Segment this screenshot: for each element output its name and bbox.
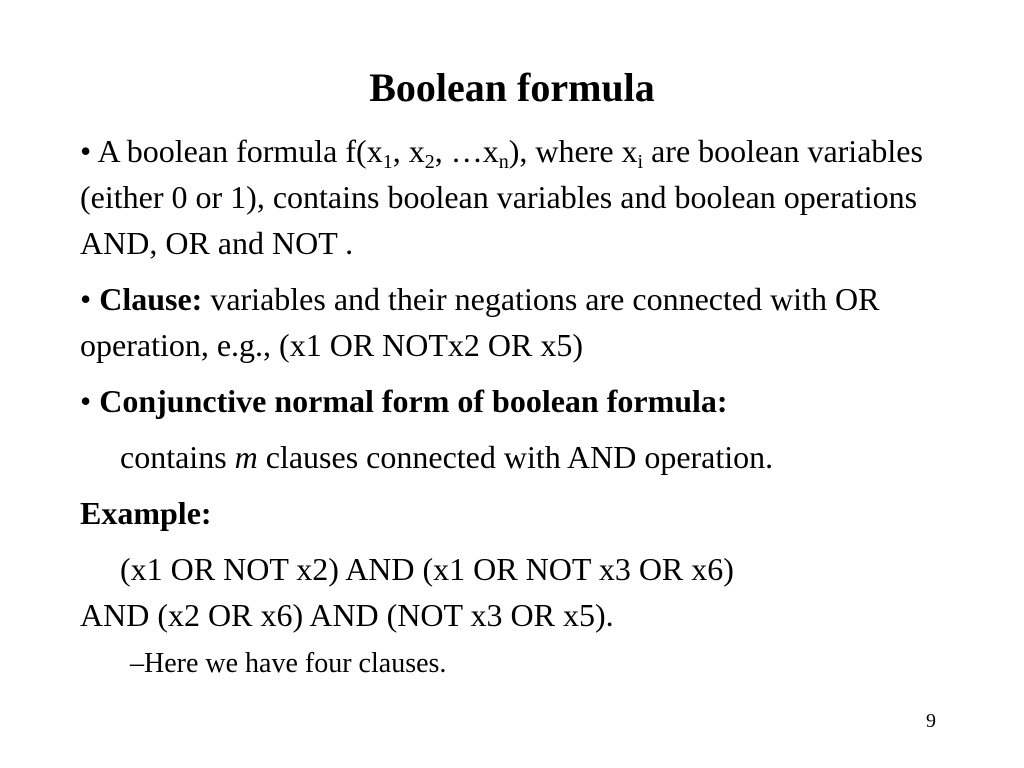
variable-m: m [234,439,258,475]
text-segment: clauses connected with AND operation. [257,439,774,475]
bullet-marker: • [80,133,92,169]
example-note: –Here we have four clauses. [130,648,447,679]
bullet-boolean-formula [80,128,980,266]
slide-title: Boolean formula [369,65,655,110]
text-segment: ), where x [508,133,638,169]
bullet-cnf [80,378,980,424]
example-label [80,490,980,536]
text-segment: contains [120,439,235,475]
subscript: 2 [424,151,435,173]
bullet-marker: • [80,383,92,419]
bullet-marker: • [80,281,92,317]
text-segment: , x [392,133,425,169]
cnf-definition [80,434,980,480]
subscript: 1 [382,151,393,173]
clause-definition: variables and their negations are connected with OR operation, e.g., (x1 OR NOTx2 OR x5) [80,281,880,363]
subscript: i [637,151,644,173]
text-segment: A boolean formula f(x [91,133,383,169]
slide-body [80,128,980,682]
subscript: n [498,151,509,173]
example-line-2: AND (x2 OR x6) AND (NOT x3 OR x5). [80,597,614,633]
cnf-term: Conjunctive normal form of boolean formula: [99,383,728,419]
clause-term: Clause: [99,281,203,317]
bullet-clause [80,276,980,368]
page-number: 9 [926,710,936,732]
example-line-1: (x1 OR NOT x2) AND (x1 OR NOT x3 OR x6) [120,551,734,587]
text-segment: are boolean variables (either 0 or 1), contains boolean variables and boolean operations AND, OR and NOT . [80,133,923,261]
example-label-text: Example: [80,495,212,531]
text-segment: , …x [434,133,499,169]
